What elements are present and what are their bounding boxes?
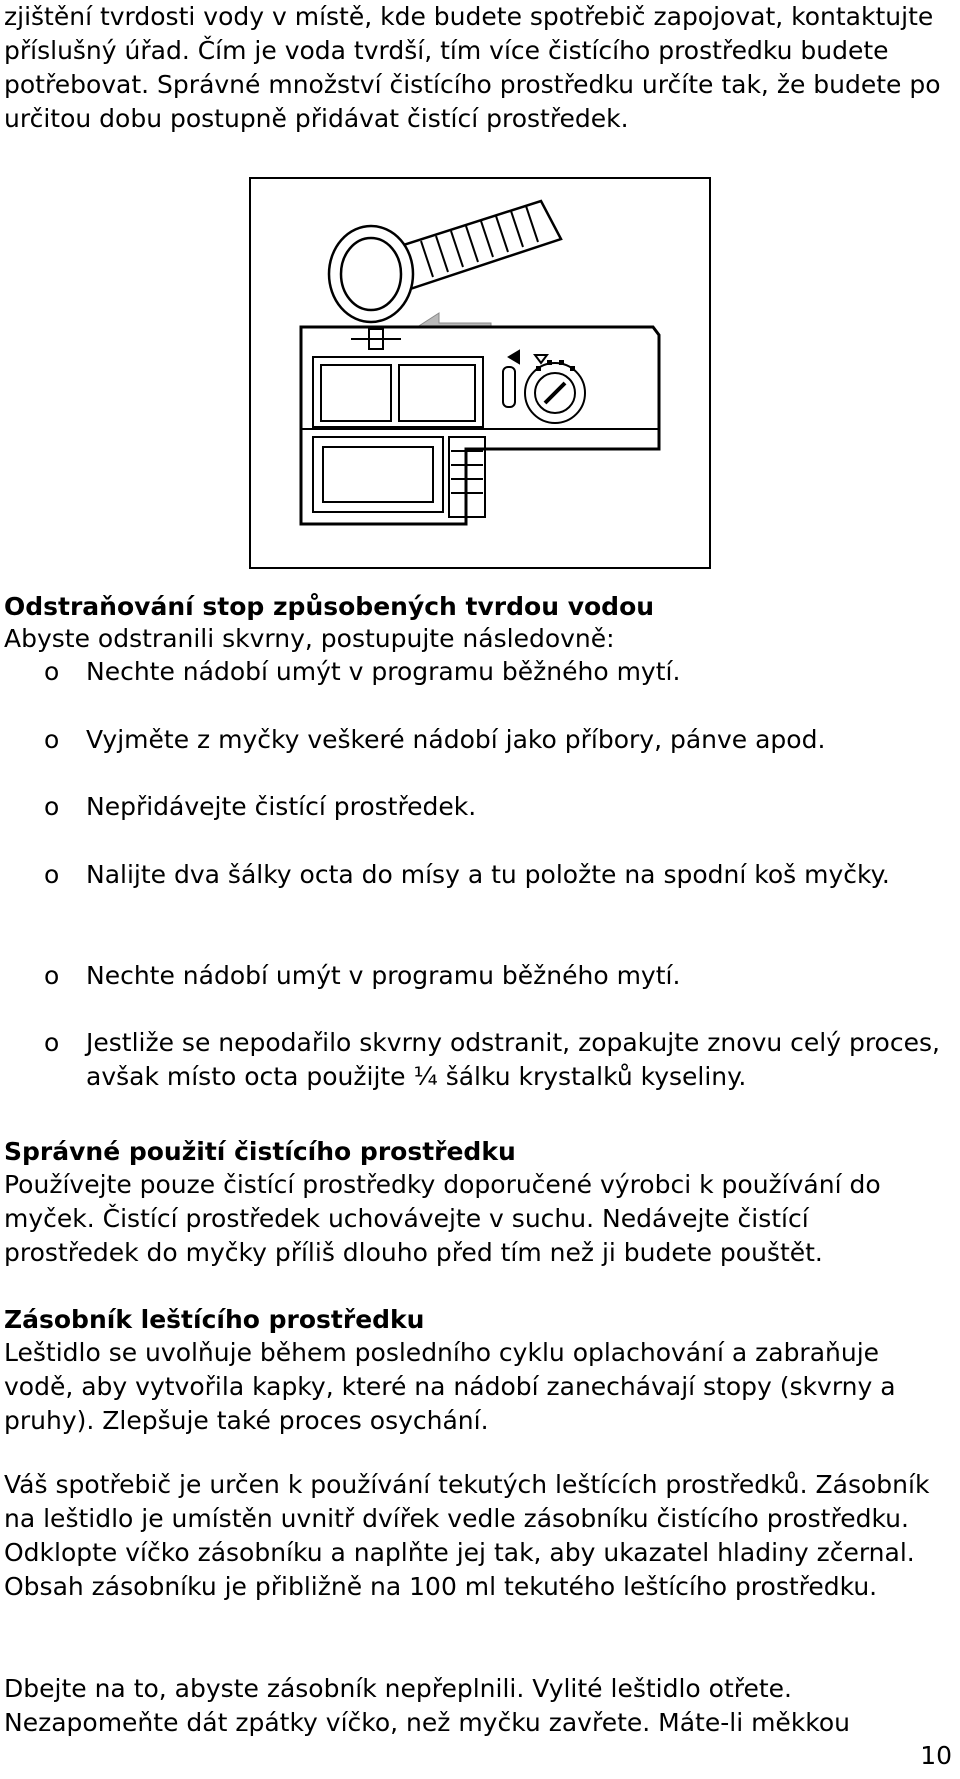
- stains-heading: Odstraňování stop způsobených tvrdou vodou: [4, 592, 655, 621]
- list-item-text: Jestliže se nepodařilo skvrny odstranit, zopakujte znovu celý proces, avšak místo octa použijte ¼ šálku krystalků kyseliny.: [86, 1028, 940, 1091]
- list-item-text: Nechte nádobí umýt v programu běžného mytí.: [86, 961, 681, 990]
- bullet-marker: o: [44, 860, 60, 889]
- page-number: 10: [920, 1741, 952, 1770]
- bullet-marker: o: [44, 725, 60, 754]
- list-item-text: Vyjměte z myčky veškeré nádobí jako příbory, pánve apod.: [86, 725, 826, 754]
- list-item-text: Nechte nádobí umýt v programu běžného mytí.: [86, 657, 681, 686]
- bullet-marker: o: [44, 961, 60, 990]
- list-item-text: Nalijte dva šálky octa do mísy a tu položte na spodní koš myčky.: [86, 860, 890, 889]
- detergent-use-heading: Správné použití čistícího prostředku: [4, 1137, 516, 1166]
- intro-paragraph: zjištění tvrdosti vody v místě, kde budete spotřebič zapojovat, kontaktujte příslušný úřad. Čím je voda tvrdší, tím více čistícího prostředku budete potřebovat. Správné množství čistícího prostředku určíte tak, že budete po určitou dobu postupně přidávat čistící prostředek.: [4, 2, 941, 133]
- bullet-marker: o: [44, 657, 60, 686]
- detergent-use-text: Používejte pouze čistící prostředky doporučené výrobci k používání do myček. Čistící prostředek uchovávejte v suchu. Nedávejte čistící prostředek do myčky příliš dlouho před tím než ji budete pouštět.: [4, 1170, 881, 1267]
- dispenser-illustration: [249, 177, 711, 569]
- rinse-aid-text-3: Dbejte na to, abyste zásobník nepřeplnili. Vylité leštidlo otřete. Nezapomeňte dát zpátky víčko, než myčku zavřete. Máte-li měkkou: [4, 1674, 851, 1737]
- list-item-text: Nepřidávejte čistící prostředek.: [86, 792, 477, 821]
- rinse-aid-text-2: Váš spotřebič je určen k používání tekutých leštících prostředků. Zásobník na leštidlo je umístěn uvnitř dvířek vedle zásobníku čistícího prostředku. Odklopte víčko zásobníku a naplňte jej tak, aby ukazatel hladiny zčernal. Obsah zásobníku je přibližně na 100 ml tekutého leštícího prostředku.: [4, 1470, 930, 1601]
- bullet-marker: o: [44, 1028, 60, 1057]
- rinse-aid-text-1: Leštidlo se uvolňuje během posledního cyklu oplachování a zabraňuje vodě, aby vytvořila kapky, které na nádobí zanechávají stopy (skvrny a pruhy). Zlepšuje také proces osychání.: [4, 1338, 896, 1435]
- bullet-marker: o: [44, 792, 60, 821]
- stains-intro: Abyste odstranili skvrny, postupujte následovně:: [4, 624, 615, 653]
- detergent-dispenser-drawing: [251, 179, 709, 567]
- rinse-aid-heading: Zásobník leštícího prostředku: [4, 1305, 425, 1334]
